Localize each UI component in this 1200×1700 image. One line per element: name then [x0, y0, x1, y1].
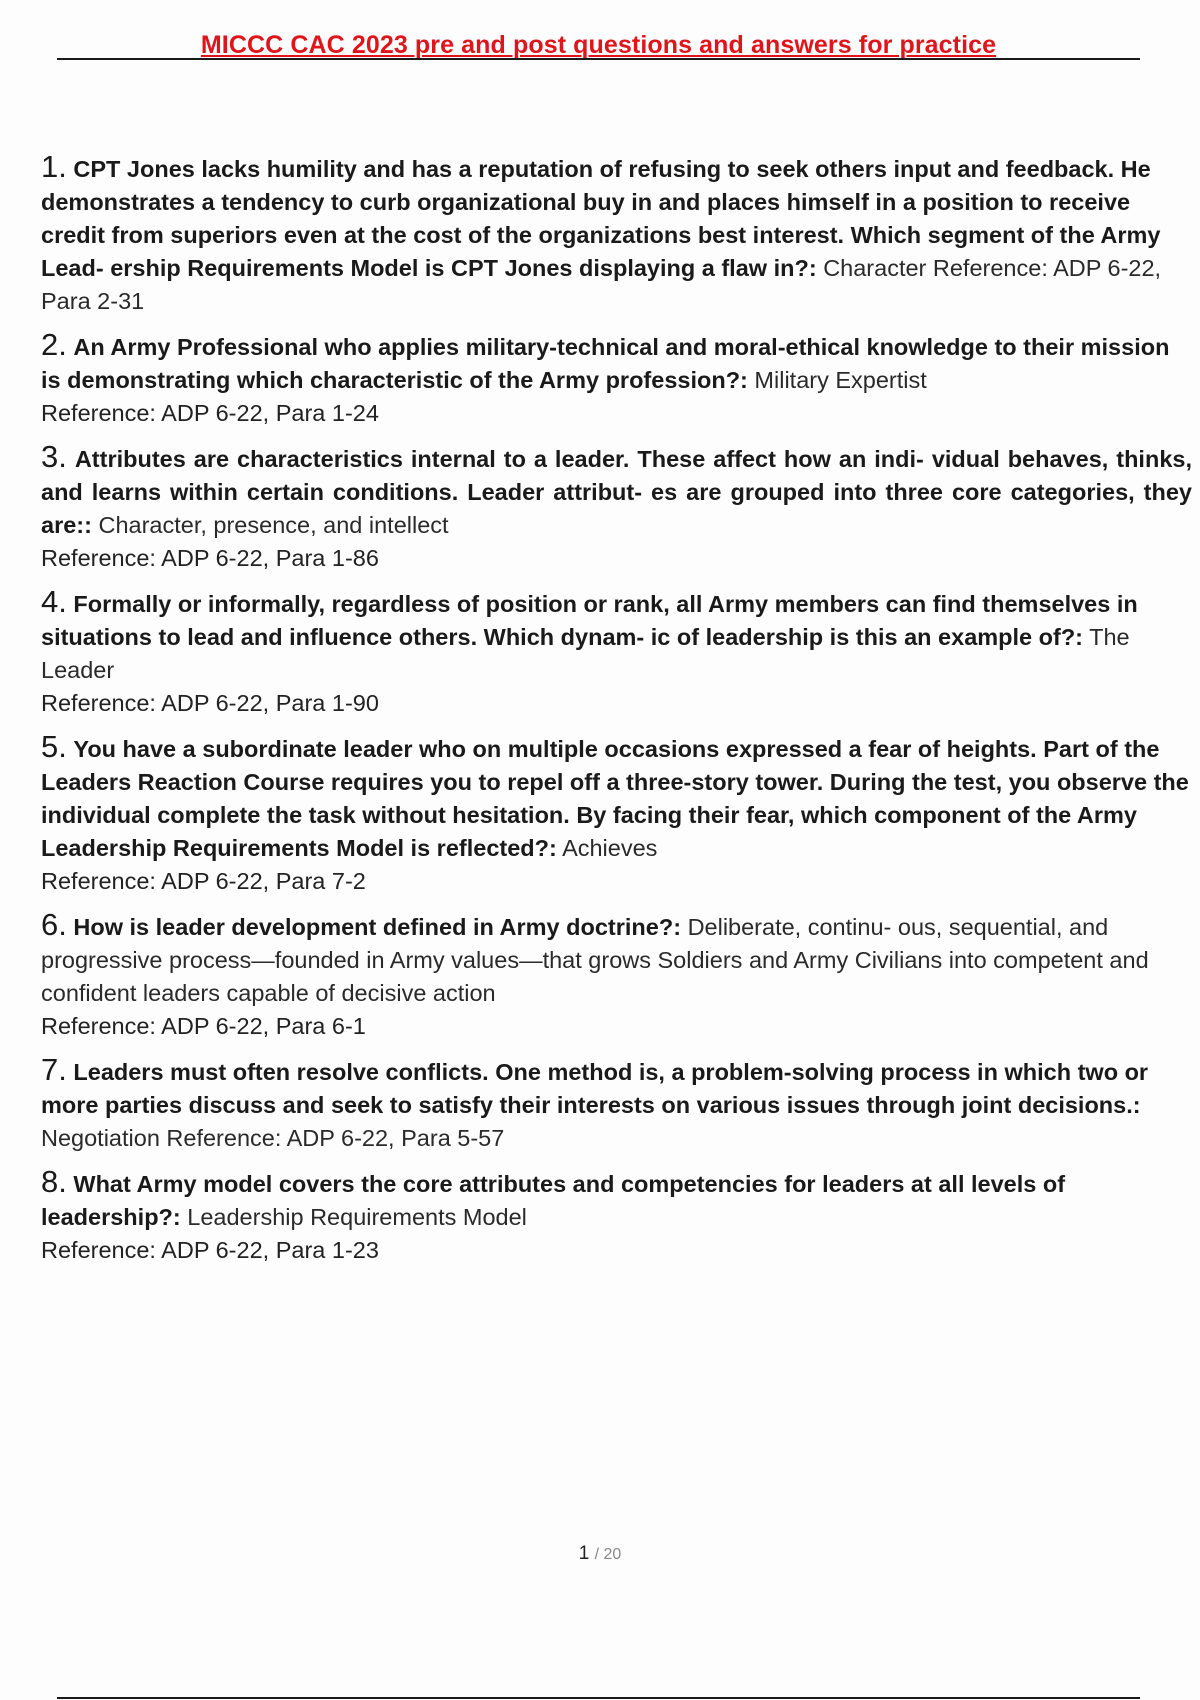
qa-item-5 [41, 730, 1192, 898]
question-number: 5. [41, 729, 67, 764]
answer-text: Character Reference: ADP 6-22, Para 2-31 [41, 255, 1162, 314]
question-number: 6. [41, 907, 67, 942]
question-text: How is leader development defined in Army doctrine?: [73, 914, 682, 940]
question-text: Formally or informally, regardless of position or rank, all Army members can find themselves in situations to lead and influence others. Which dynam- ic of leadership is this an example of?: [41, 591, 1138, 650]
page-current: 1 [578, 1543, 590, 1564]
question-text: You have a subordinate leader who on multiple occasions expressed a fear of heights. Part of the Leaders Reaction Course requires you to repel off a three-story tower. During the test, you observe the individual complete the task without hesitation. By facing their fear, which component of the Army Leadership Requirements Model is reflected?: [41, 736, 1189, 861]
document-title: MICCC CAC 2023 pre and post questions and answers for practice [200, 31, 997, 59]
document-header [57, 30, 1140, 60]
reference-text: Reference: ADP 6-22, Para 1-24 [41, 400, 379, 426]
reference-text: Reference: ADP 6-22, Para 1-90 [41, 690, 379, 716]
question-number: 4. [41, 584, 67, 619]
reference-text: Reference: ADP 6-22, Para 7-2 [41, 868, 366, 894]
qa-item-2 [41, 328, 1192, 430]
page-indicator [0, 1543, 1200, 1565]
answer-text: Military Expertist [754, 367, 927, 393]
footer-divider [57, 1697, 1140, 1699]
qa-list [41, 150, 1192, 1277]
reference-text: Reference: ADP 6-22, Para 1-23 [41, 1237, 379, 1263]
qa-item-8 [41, 1165, 1192, 1267]
reference-text: Reference: ADP 6-22, Para 1-86 [41, 545, 379, 571]
question-text: CPT Jones lacks humility and has a reputation of refusing to seek others input and feedback. He demonstrates a tendency to curb organizational buy in and places himself in a position to receive credit from superiors even at the cost of the organizations best interest. Which segment of the Army Lead- ership Requirements Model is CPT Jones displaying a flaw in?: [41, 156, 1161, 281]
answer-text: Character, presence, and intellect [98, 512, 449, 538]
qa-item-1 [41, 150, 1192, 318]
answer-text: Deliberate, continu- ous, sequential, and progressive process—founded in Army values—that grows Soldiers and Army Civilians into competent and confident leaders capable of decisive action [41, 914, 1149, 1006]
answer-text: Leadership Requirements Model [187, 1204, 527, 1230]
question-number: 8. [41, 1164, 67, 1199]
question-text: An Army Professional who applies military-technical and moral-ethical knowledge to their mission is demonstrating which characteristic of the Army profession?: [41, 334, 1170, 393]
question-number: 3. [41, 439, 67, 474]
answer-text: Achieves [562, 835, 658, 861]
reference-text: Reference: ADP 6-22, Para 6-1 [41, 1013, 366, 1039]
qa-item-4 [41, 585, 1192, 720]
qa-item-3 [41, 440, 1192, 575]
question-number: 1. [41, 149, 67, 184]
question-text: Attributes are characteristics internal to a leader. These affect how an indi- vidual behaves, thinks, and learns within certain conditions. Leader attribut- es are grouped into three core categories, they are:: [41, 446, 1192, 538]
qa-item-6 [41, 908, 1192, 1043]
question-number: 7. [41, 1052, 67, 1087]
page-total: / 20 [594, 1546, 622, 1563]
question-text: What Army model covers the core attributes and competencies for leaders at all levels of leadership?: [41, 1171, 1066, 1230]
question-text: Leaders must often resolve conflicts. One method is, a problem-solving process in which two or more parties discuss and seek to satisfy their interests on various issues through joint decisions.: [41, 1059, 1149, 1118]
answer-text: Negotiation Reference: ADP 6-22, Para 5-57 [41, 1125, 505, 1151]
answer-text: The Leader [41, 624, 1130, 683]
qa-item-7 [41, 1053, 1192, 1155]
question-number: 2. [41, 327, 67, 362]
